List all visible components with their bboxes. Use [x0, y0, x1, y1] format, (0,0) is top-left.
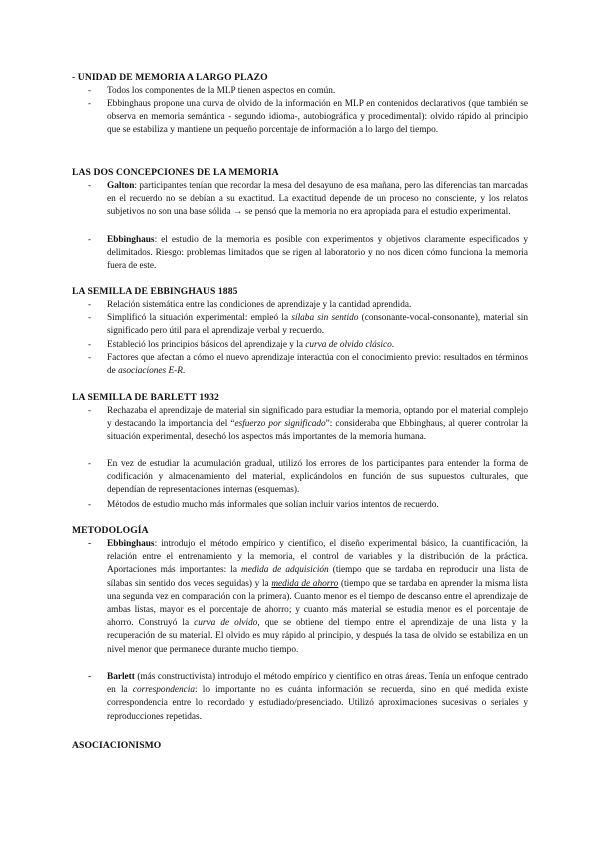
text-run: : lo importante no es cuánta información se recuerda, sino en qué medida existe correspondencia entre lo recordado y estudiado/presenciado. Utilizó aproximaciones sucesivas o seriales y reproducciones repetidas. [107, 685, 528, 722]
section-heading-metodologia: METODOLOGÍA [72, 525, 149, 536]
list-item-text [107, 180, 528, 220]
list-item [88, 98, 528, 138]
list-item [88, 85, 528, 98]
list-dash: - [88, 459, 92, 469]
list-dash: - [88, 313, 92, 323]
list-dash: - [88, 181, 92, 191]
text-run: En vez de estudiar la acumulación gradual, utilizó los errores de los participantes para entender la forma de codificación y almacenamiento del material, explicándolos en función de sus supuestos culturales, que dependían de representaciones internas (esquemas). [107, 459, 528, 496]
list-item-text [107, 98, 528, 138]
list-item-text [107, 405, 528, 445]
section-heading-dos-concepciones: LAS DOS CONCEPCIONES DE LA MEMORIA [72, 167, 279, 178]
text-run: . [182, 366, 186, 377]
text-run: (consonante-vocal-consonante), material sin significado pero útil para el aprendizaje verbal y recuerdo. [107, 313, 528, 337]
text-run: (más constructivista) introdujo el método empírico y científico en otras áreas. Tenía un enfoque centrado en la [107, 672, 528, 696]
text-run: : participantes tenían que recordar la mesa del desayuno de esa mañana, pero las diferencias tan marcadas en el recuerdo no se debían a su exactitud. La exactitud depende de un proceso no consciente, y los relatos subjetivos no son una base sólida → se pensó que la memoria no era apropiada para el estudio experimental. [107, 181, 528, 218]
section-heading-asociacionismo: ASOCIACIONISMO [72, 740, 162, 751]
list-item-text [107, 85, 528, 98]
text-run: , que se obtiene del tiempo entre el aprendizaje de una lista y la recuperación de su material. El olvido es muy rápido al principio, y después la tasa de olvido se estabiliza en un nivel menor que permanece durante mucho tiempo. [107, 618, 528, 655]
list-dash: - [88, 406, 92, 416]
text-run: . [391, 340, 395, 350]
text-run: Relación sistemática entre las condiciones de aprendizaje y la cantidad aprendida. [107, 300, 412, 310]
italic-term: esfuerzo por significado [234, 419, 326, 430]
list-item-text [107, 352, 528, 378]
italic-term: sílaba sin sentido [291, 313, 359, 323]
list-item-text [107, 671, 528, 724]
text-run: Factores que afectan a cómo el nuevo aprendizaje interactúa con el conocimiento previo: resultados en términos de [107, 353, 528, 377]
list-item [88, 180, 528, 220]
list-item [88, 458, 528, 498]
list-dash: - [88, 300, 92, 310]
list-item [88, 352, 528, 378]
text-run: Estableció los principios básicos del aprendizaje y la [107, 340, 306, 350]
list-dash: - [88, 539, 92, 549]
text-run: ”: consideraba que Ebbinghaus, al querer controlar la situación experimental, desechó los aspectos más importantes de la memoria humana. [107, 419, 528, 443]
list-item-text [107, 499, 528, 512]
list-item [88, 234, 528, 274]
list-dash: - [88, 672, 92, 682]
italic-term: asociaciones E-R [118, 366, 183, 377]
list-item [88, 671, 528, 724]
italic-term: medida de ahorro [271, 578, 339, 589]
text-run: Métodos de estudio mucho más informales que solían incluir varios intentos de recuerdo. [107, 500, 439, 510]
list-item-text [107, 312, 528, 338]
list-dash: - [88, 353, 92, 363]
section-heading-semilla-ebbinghaus: LA SEMILLA DE EBBINGHAUS 1885 [72, 286, 238, 297]
list-item [88, 405, 528, 445]
bold-term: Barlett [107, 672, 135, 682]
italic-term: correspondencia [132, 685, 195, 696]
list-item-text [107, 339, 528, 352]
text-run: : introdujo el método empírico y científico, el diseño experimental básico, la cuantificación, la relación entre el entrenamiento y la memoria, el control de variables y la distribución de la práctica. Aportaciones más importantes: la [107, 539, 528, 576]
list-item [88, 538, 528, 657]
list-item [88, 299, 528, 312]
list-dash: - [88, 235, 92, 245]
list-dash: - [88, 500, 92, 510]
italic-term: curva de olvido [194, 618, 258, 629]
italic-term: curva de olvido clásico [305, 340, 392, 350]
section-heading-memoria-largo-plazo: - UNIDAD DE MEMORIA A LARGO PLAZO [72, 72, 268, 83]
text-run: (tiempo que se tardaba en aprender la misma lista una segunda vez en comparación con la primera). Cuanto menor es el tiempo de descanso entre el aprendizaje de ambas listas, mayor es el porcentaje de ahorro; y cuanto más material se estudia menor es el porcentaje de ahorro. Construyó la [107, 578, 528, 629]
text-run: (tiempo que se tardaba en reproducir una lista de sílabas sin sentido dos veces seguidas) y la [107, 565, 529, 589]
text-run: Simplificó la situación experimental: empleó la [107, 313, 292, 323]
text-run: Ebbinghaus propone una curva de olvido de la información en MLP en contenidos declarativos (que también se observa en memoria semántica - segundo idioma-, autobiográfica y procedimental): olvido rápido al principio que se estabiliza y mantiene un pequeño porcentaje de información a lo largo del tiempo. [107, 99, 528, 136]
bold-term: Ebbinghaus [107, 235, 155, 245]
text-run: Todos los componentes de la MLP tienen aspectos en común. [107, 86, 336, 96]
list-item-text [107, 538, 528, 657]
bold-term: Ebbinghaus [107, 539, 155, 549]
list-dash: - [88, 99, 92, 109]
list-item-text [107, 234, 528, 274]
list-item [88, 339, 528, 352]
section-heading-semilla-barlett: LA SEMILLA DE BARLETT 1932 [72, 392, 219, 403]
text-run: : el estudio de la memoria es posible con experimentos y objetivos claramente especificados y delimitados. Riesgo: problemas limitados que se rigen al laboratorio y no nos dicen cómo funciona la memoria fuera de este. [107, 235, 528, 272]
text-run: Rechazaba el aprendizaje de material sin significado para estudiar la memoria, optando por el material complejo y destacando la importancia del “ [107, 406, 528, 430]
list-dash: - [88, 340, 92, 350]
list-item [88, 312, 528, 338]
list-item-text [107, 458, 528, 498]
list-item [88, 499, 528, 512]
bold-term: Galton [107, 181, 135, 191]
list-dash: - [88, 86, 92, 96]
list-item-text [107, 299, 528, 312]
italic-term: medida de adquisición [241, 565, 329, 576]
